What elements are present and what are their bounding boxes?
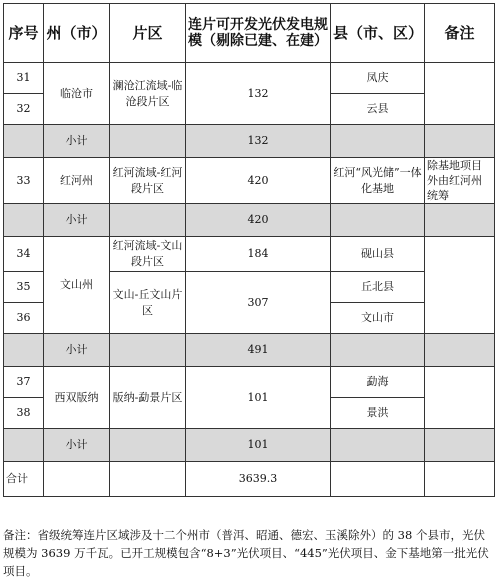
subtotal-capacity: 101 (186, 429, 331, 462)
table-row (4, 367, 495, 398)
row-remark (425, 63, 495, 125)
row-no: 31 (4, 63, 44, 94)
subtotal-row (4, 125, 495, 158)
row-no: 37 (4, 367, 44, 398)
subtotal-capacity: 491 (186, 334, 331, 367)
row-city: 西双版纳 (44, 367, 110, 429)
row-area: 红河流域-文山段片区 (110, 237, 186, 272)
capacity-table (3, 3, 495, 497)
header-remark: 备注 (425, 4, 495, 63)
subtotal-row (4, 204, 495, 237)
row-area: 版纳-勐景片区 (110, 367, 186, 429)
table-row (4, 237, 495, 272)
row-capacity: 307 (186, 272, 331, 334)
row-city: 红河州 (44, 158, 110, 204)
total-label: 合计 (4, 462, 44, 497)
row-no: 36 (4, 303, 44, 334)
row-county: 文山市 (331, 303, 425, 334)
row-no: 34 (4, 237, 44, 272)
row-city: 临沧市 (44, 63, 110, 125)
row-remark: 除基地项目外由红河州统筹 (425, 158, 495, 204)
row-county: 丘北县 (331, 272, 425, 303)
table-row (4, 158, 495, 204)
row-capacity: 420 (186, 158, 331, 204)
row-county: 凤庆 (331, 63, 425, 94)
row-area: 文山-丘文山片区 (110, 272, 186, 334)
table-row (4, 63, 495, 94)
row-capacity: 184 (186, 237, 331, 272)
subtotal-row (4, 429, 495, 462)
row-area: 红河流域-红河段片区 (110, 158, 186, 204)
subtotal-label: 小计 (44, 429, 110, 462)
subtotal-capacity: 420 (186, 204, 331, 237)
subtotal-capacity: 132 (186, 125, 331, 158)
header-city: 州（市） (44, 4, 110, 63)
row-remark (425, 367, 495, 429)
row-no: 38 (4, 398, 44, 429)
row-county: 红河“风光储”一体化基地 (331, 158, 425, 204)
header-county: 县（市、区） (331, 4, 425, 63)
row-county: 景洪 (331, 398, 425, 429)
header-area: 片区 (110, 4, 186, 63)
row-no: 32 (4, 94, 44, 125)
row-capacity: 132 (186, 63, 331, 125)
total-row (4, 462, 495, 497)
subtotal-label: 小计 (44, 125, 110, 158)
subtotal-label: 小计 (44, 334, 110, 367)
table-footnote: 备注：省级统筹连片区域涉及十二个州市（普洱、昭通、德宏、玉溪除外）的 38 个县市，光伏规模为 3639 万千瓦。已开工规模包含“8+3”光伏项目、“445”光伏项目、金下基地第一批光伏项目。 (3, 528, 489, 578)
row-county: 勐海 (331, 367, 425, 398)
subtotal-label: 小计 (44, 204, 110, 237)
row-area: 澜沧江流域-临沧段片区 (110, 63, 186, 125)
row-remark (425, 237, 495, 334)
header-no: 序号 (4, 4, 44, 63)
header-capacity: 连片可开发光伏发电规模（剔除已建、在建） (186, 4, 331, 63)
subtotal-row (4, 334, 495, 367)
total-capacity: 3639.3 (186, 462, 331, 497)
row-county: 云县 (331, 94, 425, 125)
row-no: 33 (4, 158, 44, 204)
header-row (4, 4, 495, 63)
row-city: 文山州 (44, 237, 110, 334)
row-county: 砚山县 (331, 237, 425, 272)
row-no: 35 (4, 272, 44, 303)
row-capacity: 101 (186, 367, 331, 429)
